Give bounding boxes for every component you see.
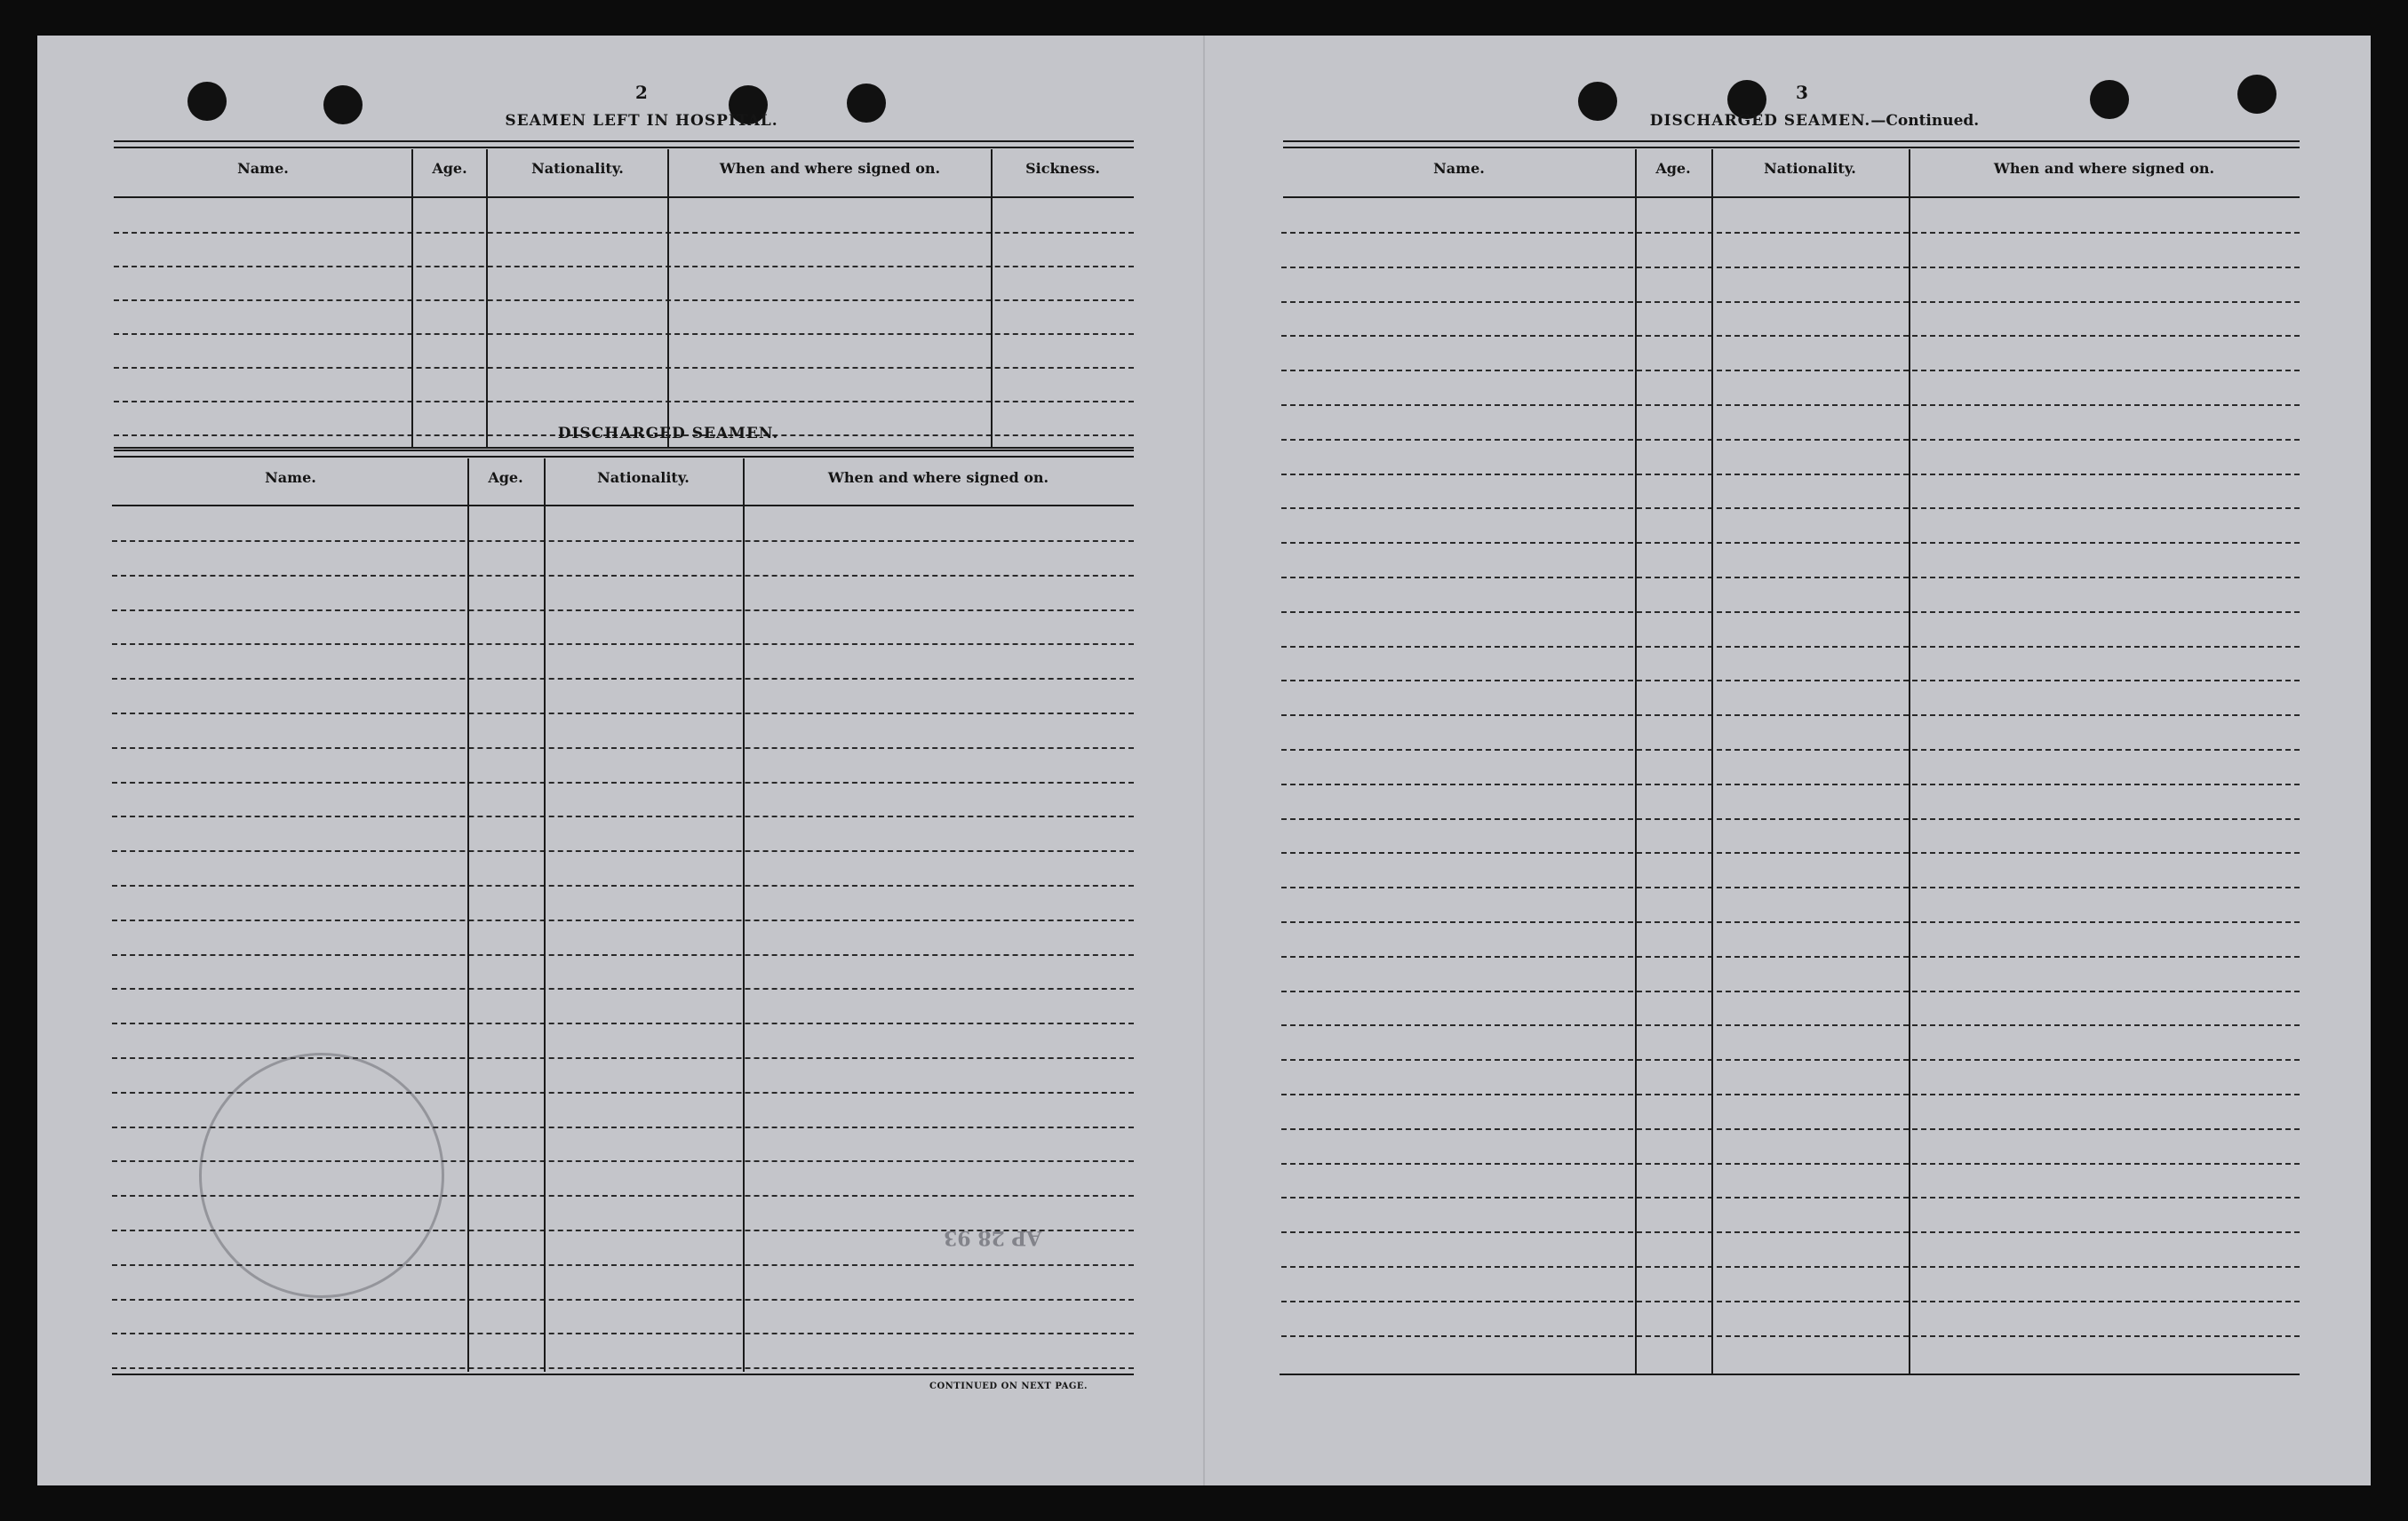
discharged-continued-title [1548,112,2081,130]
hospital-header-rule [114,196,1134,198]
discharged-row-rule [112,782,1134,784]
hospital-col-nationality: Nationality. [531,160,624,177]
discharged-col-divider [743,458,745,1372]
continued-row-rule [1281,439,2300,441]
discharged-section-title: DISCHARGED SEAMEN. [557,425,779,442]
page-number-right: 3 [1796,82,1808,103]
discharged-col-nationality: Nationality. [597,469,690,486]
discharged-row-rule [112,1367,1134,1369]
hospital-row-rule [114,299,1134,301]
continued-row-rule [1281,1128,2300,1130]
discharged-row-rule [112,643,1134,645]
discharged-continued-suffix: —Continued. [1870,112,1980,130]
discharged-row-rule [112,954,1134,956]
continued-row-rule [1281,680,2300,681]
continued-row-rule [1281,1335,2300,1337]
continued-col-nationality: Nationality. [1764,160,1856,177]
discharged-header-rule [112,505,1134,506]
continued-row-rule [1281,1163,2300,1165]
hospital-table-top-rule [114,140,1134,148]
hospital-col-signed-on: When and where signed on. [719,160,941,177]
discharged-row-rule [112,988,1134,990]
hospital-row-rule [114,266,1134,267]
hospital-col-name: Name. [237,160,289,177]
continued-row-rule [1281,956,2300,958]
continued-row-rule [1281,749,2300,751]
continued-row-rule [1281,404,2300,406]
continued-row-rule [1281,646,2300,648]
continued-row-rule [1281,1024,2300,1026]
punch-hole [323,85,363,124]
continued-col-age: Age. [1655,160,1691,177]
circular-stamp [199,1053,444,1298]
continued-row-rule [1281,887,2300,888]
discharged-row-rule [112,1333,1134,1334]
continued-row-rule [1281,335,2300,337]
discharged-row-rule [112,816,1134,817]
continued-row-rule [1281,1231,2300,1233]
punch-hole [2237,75,2276,114]
discharged-col-signed-on: When and where signed on. [827,469,1049,486]
discharged-row-rule [112,920,1134,921]
continued-row-rule [1281,267,2300,268]
page-fold [1203,36,1205,1485]
continued-row-rule [1281,1197,2300,1198]
hospital-row-rule [114,333,1134,335]
continued-row-rule [1281,542,2300,544]
discharged-col-divider [544,458,546,1372]
continued-row-rule [1281,232,2300,234]
continued-row-rule [1281,1301,2300,1302]
discharged-row-rule [112,713,1134,714]
discharged-row-rule [112,885,1134,887]
discharged-row-rule [112,1057,1134,1059]
hospital-col-sickness: Sickness. [1025,160,1100,177]
hospital-col-divider [991,149,993,447]
punch-hole [2090,80,2129,119]
continued-row-rule [1281,507,2300,509]
discharged-table-top-rule [114,450,1134,458]
discharged-row-rule [112,850,1134,852]
continued-col-divider [1711,149,1713,1374]
stamp-date: AP 28 93 [944,1226,1042,1249]
continued-table-top-rule [1283,140,2300,148]
discharged-table-bottom-rule [112,1374,1134,1375]
discharged-row-rule [112,1023,1134,1024]
discharged-row-rule [112,1299,1134,1301]
continued-col-divider [1635,149,1637,1374]
continued-header-rule [1283,196,2300,198]
continued-col-signed-on: When and where signed on. [1993,160,2215,177]
discharged-col-name: Name. [265,469,316,486]
continued-col-divider [1909,149,1910,1374]
discharged-col-age: Age. [488,469,523,486]
hospital-table-bottom-rule [114,447,1134,449]
hospital-row-rule [114,232,1134,234]
continued-row-rule [1281,818,2300,820]
continued-row-rule [1281,370,2300,371]
discharged-row-rule [112,575,1134,577]
discharged-continued-title-text: DISCHARGED SEAMEN. [1649,112,1871,130]
discharged-col-divider [467,458,469,1372]
punch-hole [187,82,227,121]
discharged-row-rule [112,540,1134,542]
continued-row-rule [1281,1266,2300,1268]
ledger-sheet [37,36,2371,1485]
continued-row-rule [1281,611,2300,613]
continued-table-bottom-rule [1280,1374,2300,1375]
continued-row-rule [1281,921,2300,923]
page-number-left: 2 [635,82,648,103]
continued-row-rule [1281,301,2300,303]
continued-col-name: Name. [1433,160,1485,177]
hospital-col-divider [486,149,488,447]
continued-row-rule [1281,1059,2300,1061]
hospital-row-rule [114,401,1134,402]
discharged-row-rule [112,678,1134,680]
continued-row-rule [1281,577,2300,578]
hospital-section-title: SEAMEN LEFT IN HOSPITAL. [505,112,778,130]
discharged-row-rule [112,609,1134,611]
continued-row-rule [1281,714,2300,716]
continued-note: CONTINUED ON NEXT PAGE. [929,1382,1088,1391]
hospital-row-rule [114,367,1134,369]
continued-row-rule [1281,784,2300,785]
hospital-col-age: Age. [432,160,467,177]
continued-row-rule [1281,1094,2300,1095]
continued-row-rule [1281,991,2300,992]
discharged-row-rule [112,747,1134,749]
hospital-col-divider [411,149,413,447]
continued-row-rule [1281,474,2300,475]
continued-row-rule [1281,852,2300,854]
hospital-col-divider [667,149,669,447]
